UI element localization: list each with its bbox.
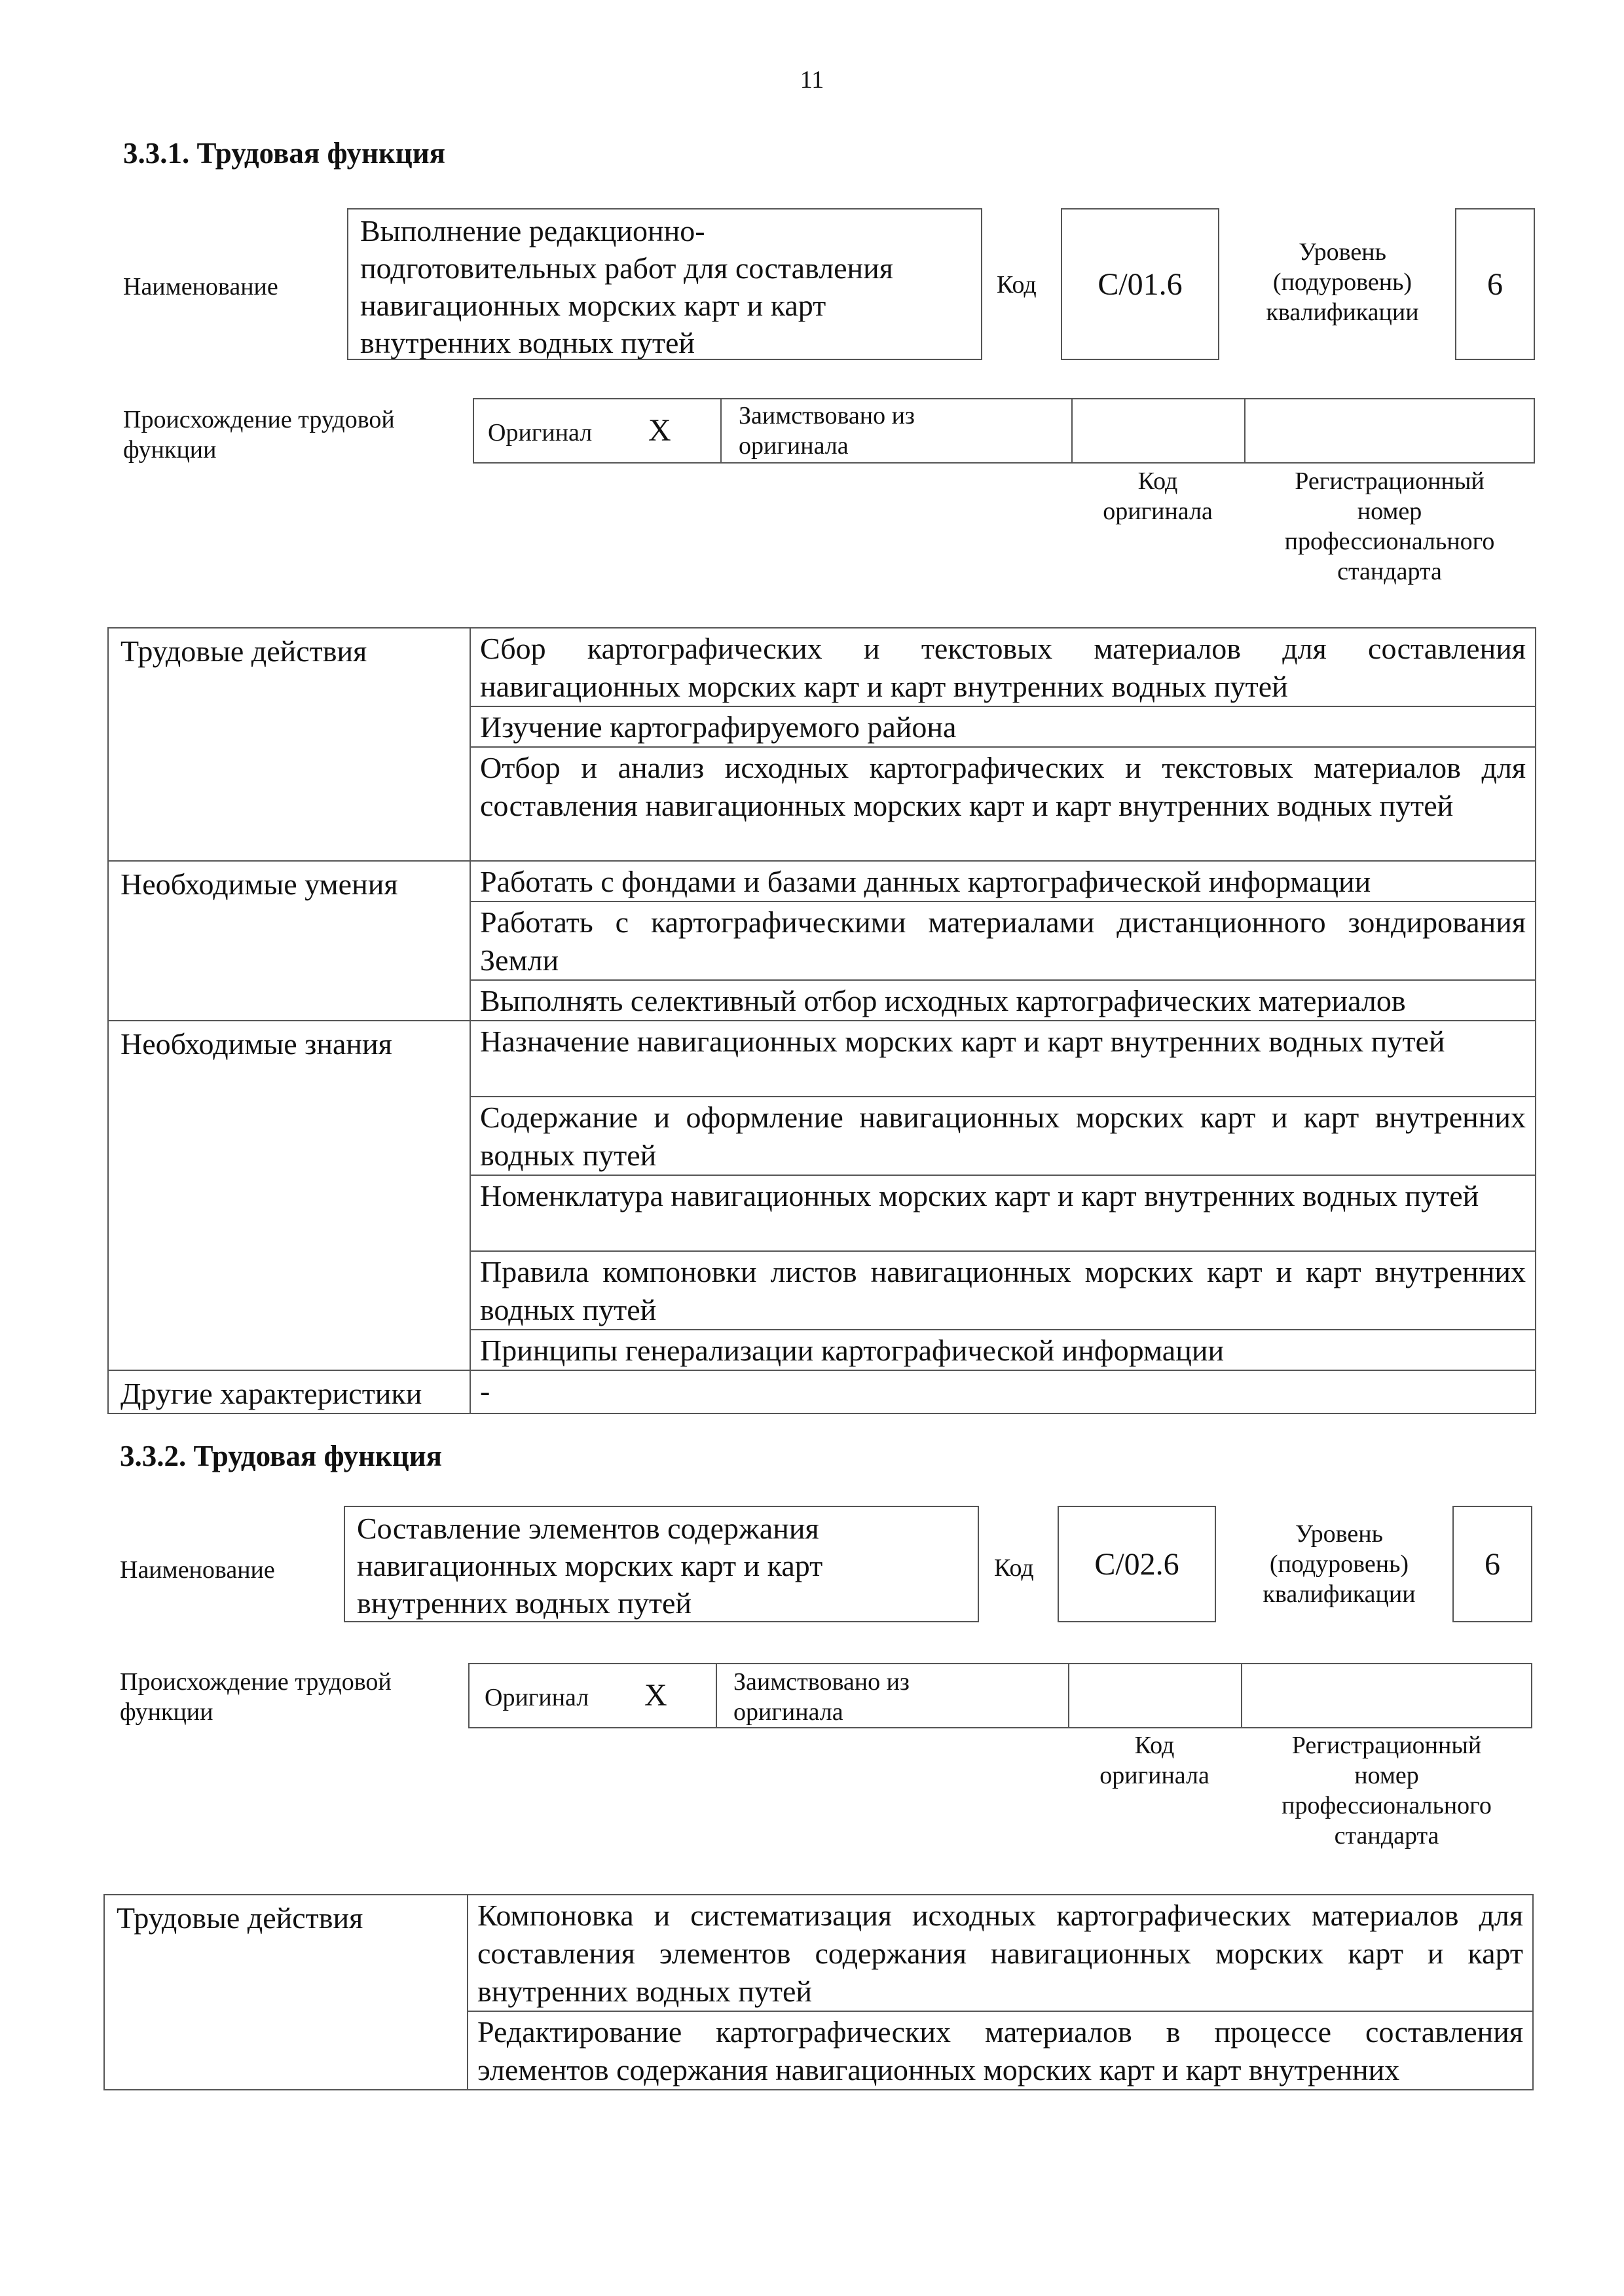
registration-number-caption bbox=[1244, 466, 1535, 587]
code-value: C/02.6 bbox=[1058, 1506, 1216, 1622]
row-label-other: Другие характеристики bbox=[108, 1370, 470, 1413]
name-label: Наименование bbox=[120, 1556, 275, 1584]
function-name-line: внутренних водных путей bbox=[357, 1586, 692, 1620]
table-cell: Номенклатура навигационных морских карт и карт внутренних водных путей bbox=[470, 1175, 1536, 1251]
original-mark: X bbox=[644, 1678, 667, 1713]
origin-label-line: Происхождение трудовой bbox=[120, 1668, 392, 1696]
registration-number-caption bbox=[1241, 1730, 1532, 1851]
registration-line: Регистрационный bbox=[1291, 1732, 1482, 1759]
table-cell: Сбор картографических и текстовых материалов для составления навигационных морских карт и карт внутренних водных путей bbox=[470, 628, 1536, 706]
function-name-box bbox=[344, 1506, 979, 1622]
labor-function-table bbox=[103, 1894, 1534, 2090]
level-label-line: Уровень bbox=[1299, 238, 1386, 266]
code-original-line: Код bbox=[1134, 1732, 1175, 1759]
qualification-level-label bbox=[1241, 1519, 1437, 1609]
function-name-line: навигационных морских карт и карт bbox=[357, 1549, 823, 1582]
original-label: Оригинал bbox=[485, 1684, 589, 1711]
table-cell: Отбор и анализ исходных картографических и текстовых материалов для составления навигационных морских карт и карт внутренних водных путей bbox=[470, 747, 1536, 861]
row-label-labor-actions: Трудовые действия bbox=[104, 1895, 468, 2090]
code-label: Код bbox=[997, 271, 1037, 299]
function-name-line: навигационных морских карт и карт bbox=[360, 289, 826, 322]
page-number: 11 bbox=[800, 66, 824, 94]
level-label-line: (подуровень) bbox=[1269, 1550, 1409, 1578]
labor-function-table bbox=[107, 627, 1536, 1414]
origin-label-line: функции bbox=[120, 1698, 213, 1726]
borrowed-label-line: оригинала bbox=[739, 432, 849, 460]
table-cell: Редактирование картографических материалов в процессе составления элементов содержания навигационных морских карт и карт внутренних bbox=[468, 2011, 1533, 2090]
function-name-box bbox=[347, 208, 982, 360]
origin-label-line: Происхождение трудовой bbox=[123, 406, 395, 433]
qualification-level-value: 6 bbox=[1455, 208, 1535, 360]
row-label-knowledge: Необходимые знания bbox=[108, 1021, 470, 1370]
borrowed-label bbox=[733, 1667, 910, 1727]
qualification-level-value: 6 bbox=[1452, 1506, 1532, 1622]
borrowed-label bbox=[739, 401, 915, 461]
origin-row bbox=[473, 398, 1535, 464]
registration-line: профессионального bbox=[1284, 528, 1495, 555]
registration-line: профессионального bbox=[1282, 1792, 1492, 1819]
table-cell: Правила компоновки листов навигационных морских карт и карт внутренних водных путей bbox=[470, 1251, 1536, 1330]
registration-line: Регистрационный bbox=[1295, 467, 1485, 495]
code-original-caption bbox=[1068, 1730, 1241, 1791]
registration-line: номер bbox=[1354, 1762, 1419, 1789]
function-name-line: подготовительных работ для составления bbox=[360, 251, 893, 285]
name-label: Наименование bbox=[123, 273, 278, 301]
registration-line: стандарта bbox=[1337, 558, 1442, 585]
code-original-line: Код bbox=[1137, 467, 1178, 495]
function-name-line: Составление элементов содержания bbox=[357, 1512, 819, 1545]
row-label-skills: Необходимые умения bbox=[108, 861, 470, 1021]
table-cell: Изучение картографируемого района bbox=[470, 706, 1536, 747]
qualification-level-label bbox=[1244, 237, 1441, 327]
code-label: Код bbox=[994, 1554, 1034, 1582]
original-label: Оригинал bbox=[488, 419, 593, 446]
code-original-line: оригинала bbox=[1103, 498, 1213, 525]
code-value: C/01.6 bbox=[1061, 208, 1219, 360]
function-name-line: Выполнение редакционно- bbox=[360, 214, 705, 247]
origin-label-line: функции bbox=[123, 436, 217, 464]
section-title: 3.3.2. Трудовая функция bbox=[120, 1440, 443, 1472]
level-label-line: квалификации bbox=[1263, 1580, 1416, 1608]
borrowed-label-line: оригинала bbox=[733, 1698, 843, 1726]
table-cell: - bbox=[470, 1370, 1536, 1413]
code-original-caption bbox=[1071, 466, 1244, 526]
table-cell: Принципы генерализации картографической информации bbox=[470, 1330, 1536, 1370]
level-label-line: квалификации bbox=[1266, 299, 1419, 326]
origin-label bbox=[123, 405, 395, 465]
section-title: 3.3.1. Трудовая функция bbox=[123, 137, 446, 170]
table-cell: Назначение навигационных морских карт и карт внутренних водных путей bbox=[470, 1021, 1536, 1097]
level-label-line: (подуровень) bbox=[1272, 268, 1412, 296]
origin-row bbox=[468, 1663, 1532, 1728]
table-cell: Работать с фондами и базами данных картографической информации bbox=[470, 861, 1536, 902]
table-cell: Работать с картографическими материалами дистанционного зондирования Земли bbox=[470, 902, 1536, 980]
level-label-line: Уровень bbox=[1295, 1520, 1383, 1548]
row-label-labor-actions: Трудовые действия bbox=[108, 628, 470, 861]
table-cell: Компоновка и систематизация исходных картографических материалов для составления элементов содержания навигационных морских карт и карт внутренних водных путей bbox=[468, 1895, 1533, 2011]
table-cell: Содержание и оформление навигационных морских карт и карт внутренних водных путей bbox=[470, 1097, 1536, 1175]
borrowed-label-line: Заимствовано из bbox=[739, 402, 915, 429]
borrowed-label-line: Заимствовано из bbox=[733, 1668, 910, 1696]
origin-label bbox=[120, 1667, 392, 1727]
code-original-line: оригинала bbox=[1099, 1762, 1209, 1789]
registration-line: стандарта bbox=[1334, 1822, 1439, 1850]
table-cell: Выполнять селективный отбор исходных картографических материалов bbox=[470, 980, 1536, 1021]
original-mark: X bbox=[648, 413, 671, 448]
function-name-line: внутренних водных путей bbox=[360, 326, 695, 359]
registration-line: номер bbox=[1357, 498, 1422, 525]
